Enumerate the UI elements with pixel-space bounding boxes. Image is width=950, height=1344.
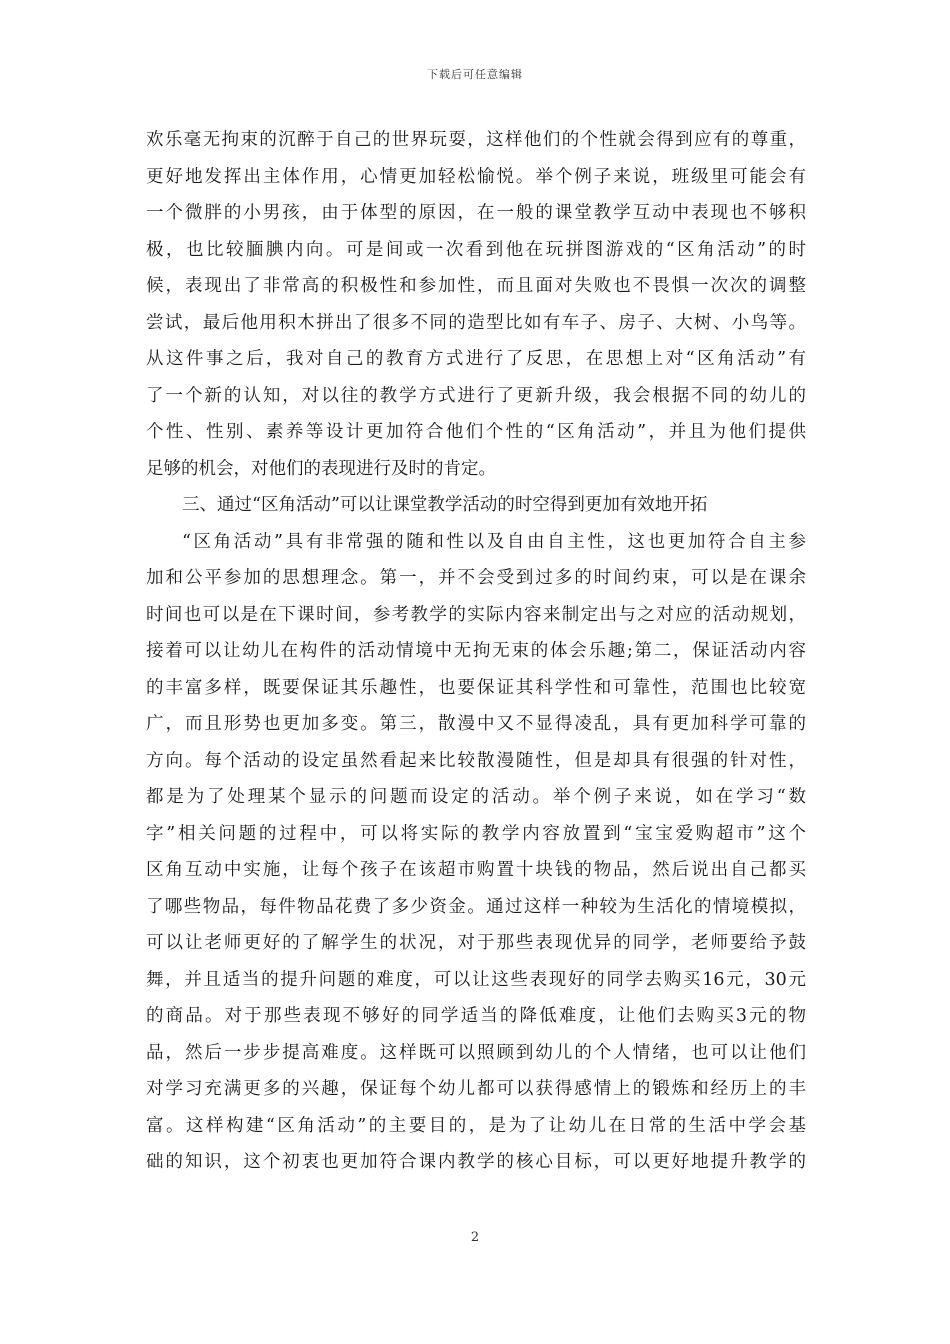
text-line: 极，也比较腼腆内向。可是间或一次看到他在玩拼图游戏的“区角活动”的时 (146, 239, 806, 260)
text-line: 候，表现出了非常高的积极性和参加性，而且面对失败也不畏惧一次次的调整 (146, 276, 806, 296)
text-line: 区角互动中实施，让每个孩子在该超市购置十块钱的物品，然后说出自己都买 (146, 860, 806, 880)
text-line: 的商品。对于那些表现不够好的同学适当的降低难度，让他们去购买3元的物 (146, 1006, 806, 1026)
page-header: 下载后可任意编辑 (427, 68, 523, 81)
text-line: 品，然后一步步提高难度。这样既可以照顾到幼儿的个人情绪，也可以让他们 (146, 1042, 806, 1063)
page-number: 2 (470, 1230, 480, 1245)
document-body (146, 122, 806, 1181)
text-line: 一个微胖的小男孩，由于体型的原因，在一般的课堂教学互动中表现也不够积 (146, 203, 806, 223)
text-line: 足够的机会，对他们的表现进行及时的肯定。 (146, 458, 496, 479)
section-heading: 三、通过“区角活动”可以让课堂教学活动的时空得到更加有效地开拓 (182, 495, 708, 515)
text-line: 的丰富多样，既要保证其乐趣性，也要保证其科学性和可靠性，范围也比较宽 (146, 677, 806, 698)
text-line: 舞，并且适当的提升问题的难度，可以让这些表现好的同学去购买16元，30元 (146, 969, 806, 990)
text-line: 接着可以让幼儿在构件的活动情境中无拘无束的体会乐趣;第二，保证活动内容 (146, 641, 806, 661)
text-line: 尝试，最后他用积木拼出了很多不同的造型比如有车子、房子、大树、小鸟等。 (146, 312, 806, 333)
text-line: 都是为了处理某个显示的问题而设定的活动。举个例子来说，如在学习“数 (146, 787, 806, 807)
text-line: 时间也可以是在下课时间，参考教学的实际内容来制定出与之对应的活动规划， (146, 604, 806, 625)
text-line: 了哪些物品，每件物品花费了多少资金。通过这样一种较为生活化的情境模拟， (146, 896, 806, 917)
text-line: 加和公平参加的思想理念。第一，并不会受到过多的时间约束，可以是在课余 (146, 568, 806, 588)
text-line: 更好地发挥出主体作用，心情更加轻松愉悦。举个例子来说，班级里可能会有 (146, 166, 806, 187)
text-line: 字”相关问题的过程中，可以将实际的教学内容放置到“宝宝爱购超市”这个 (146, 823, 806, 844)
text-line: 方向。每个活动的设定虽然看起来比较散漫随性，但是却具有很强的针对性， (146, 750, 806, 771)
text-line: 欢乐毫无拘束的沉醉于自己的世界玩耍，这样他们的个性就会得到应有的尊重， (146, 130, 806, 150)
text-line: 富。这样构建“区角活动”的主要目的，是为了让幼儿在日常的生活中学会基 (146, 1115, 806, 1136)
text-line: 个性、性别、素养等设计更加符合他们个性的“区角活动”，并且为他们提供 (146, 422, 806, 442)
text-line: 础的知识，这个初衷也更加符合课内教学的核心目标，可以更好地提升教学的 (146, 1152, 806, 1172)
text-line: 了一个新的认知，对以往的教学方式进行了更新升级，我会根据不同的幼儿的 (146, 385, 806, 406)
text-line: 从这件事之后，我对自己的教育方式进行了反思，在思想上对“区角活动”有 (146, 349, 806, 369)
text-line: 可以让老师更好的了解学生的状况，对于那些表现优异的同学，老师要给予鼓 (146, 933, 806, 953)
text-line: 对学习充满更多的兴趣，保证每个幼儿都可以获得感情上的锻炼和经历上的丰 (146, 1079, 806, 1099)
text-line: 广，而且形势也更加多变。第三，散漫中又不显得凌乱，具有更加科学可靠的 (146, 714, 806, 734)
text-line: “区角活动”具有非常强的随和性以及自由自主性，这也更加符合自主参 (182, 531, 806, 552)
